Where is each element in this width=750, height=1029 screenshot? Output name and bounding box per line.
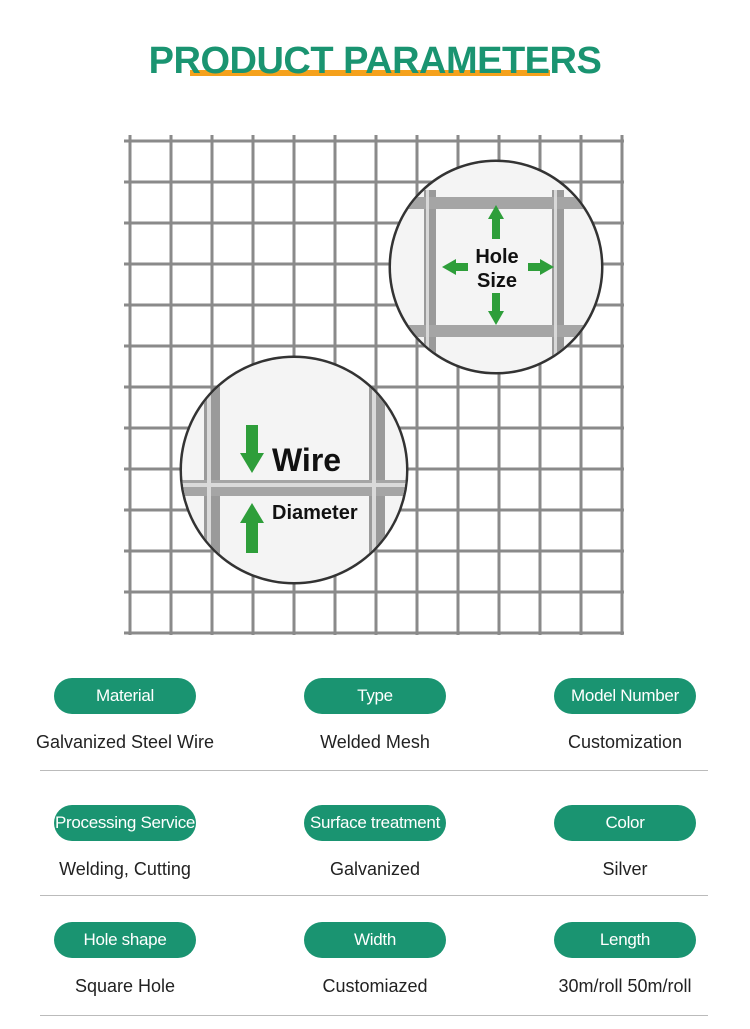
- param-value: Silver: [602, 859, 648, 879]
- param-label-badge: Processing Service: [54, 805, 196, 841]
- row-divider: [40, 770, 708, 771]
- param-value: Customization: [567, 732, 683, 752]
- param-color: [500, 805, 750, 880]
- param-type: [250, 678, 500, 753]
- param-hole-shape: [0, 922, 250, 997]
- param-label-badge: Color: [554, 805, 696, 841]
- param-width: [250, 922, 500, 997]
- param-row-1: [0, 678, 750, 753]
- param-model-number: [500, 678, 750, 753]
- param-value: 30m/roll 50m/roll: [558, 976, 692, 996]
- param-value: Welded Mesh: [320, 732, 430, 752]
- param-value: Galvanized: [329, 859, 421, 879]
- param-label-badge: Hole shape: [54, 922, 196, 958]
- param-label-badge: Length: [554, 922, 696, 958]
- param-value: Square Hole: [74, 976, 176, 996]
- param-surface-treatment: [250, 805, 500, 880]
- diameter-label: Diameter: [272, 502, 358, 524]
- title-wrap: [0, 40, 750, 83]
- param-processing-service: [0, 805, 250, 880]
- param-row-2: [0, 805, 750, 880]
- row-divider: [40, 1015, 708, 1016]
- wire-label: Wire: [272, 442, 342, 478]
- param-row-3: [0, 922, 750, 997]
- param-label-badge: Material: [54, 678, 196, 714]
- param-length: [500, 922, 750, 997]
- param-label-badge: Surface treatment: [304, 805, 446, 841]
- param-value: Welding, Cutting: [59, 859, 191, 879]
- hole-label-line2: Size: [476, 270, 518, 292]
- wire-mesh-diagram: [124, 135, 624, 635]
- param-material: [0, 678, 250, 753]
- row-divider: [40, 895, 708, 896]
- hole-size-zoom: [374, 155, 624, 385]
- hole-label-line1: Hole: [475, 246, 519, 268]
- param-label-badge: Width: [304, 922, 446, 958]
- param-label-badge: Type: [304, 678, 446, 714]
- param-value: Customiazed: [322, 976, 428, 996]
- param-label-badge: Model Number: [554, 678, 696, 714]
- page-title: PRODUCT PARAMETERS: [148, 40, 602, 82]
- param-value: Galvanized Steel Wire: [35, 732, 215, 752]
